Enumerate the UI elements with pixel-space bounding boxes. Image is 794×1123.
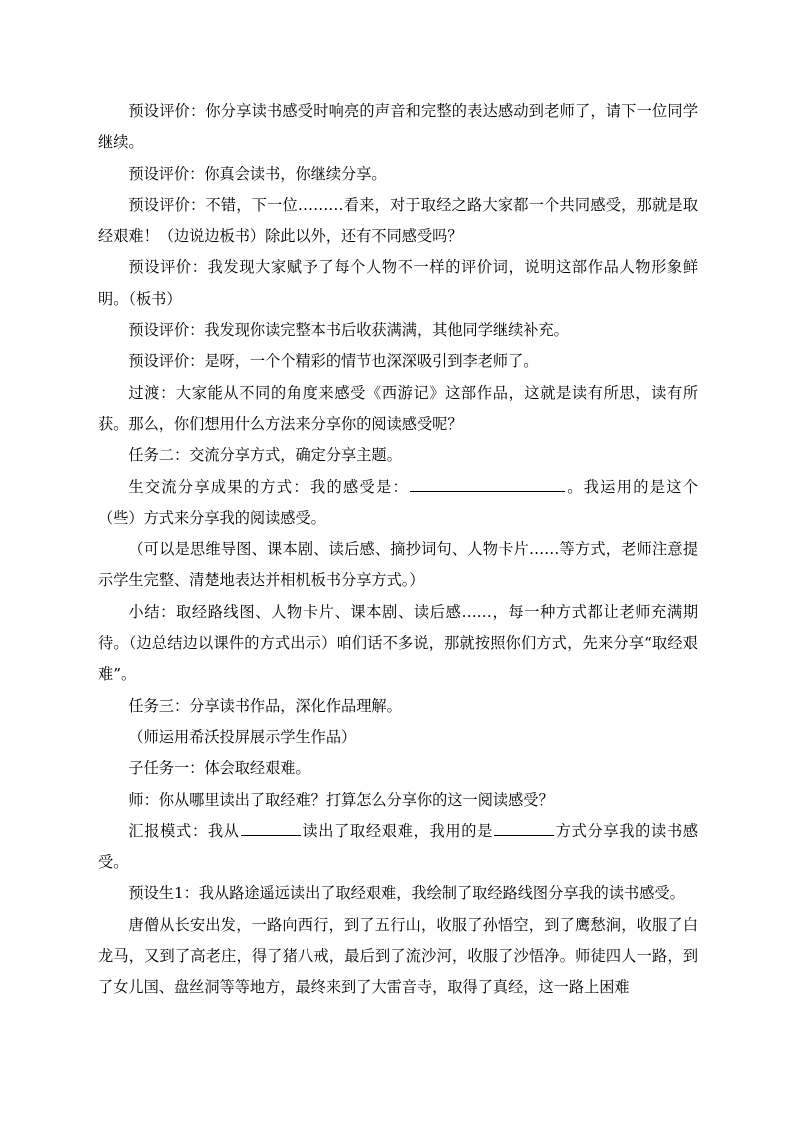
paragraph-share-method [98,472,698,535]
paragraph-evaluation-5: 预设评价：我发现你读完整本书后收获满满，其他同学继续补充。 [128,321,569,340]
report-text-part-2: 读出了取经艰难，我用的是 [301,821,494,840]
report-text-part-3: 方式分享我的读书感受。 [98,821,699,872]
paragraph-report-template [98,816,698,879]
paragraph-task-two: 任务二：交流分享方式，确定分享主题。 [128,446,402,465]
paragraph-evaluation-4: 预设评价：我发现大家赋予了每个人物不一样的评价词，说明这部作品人物形象鲜明。（板书） [98,258,698,308]
paragraph-teacher-question: 师：你从哪里读出了取经难？打算怎么分享你的这一阅读感受？ [128,790,554,809]
share-method-text-after: 。我运用的是这个（些）方式来分享我的阅读感受。 [98,477,699,527]
fill-in-blank-method [494,834,554,836]
paragraph-evaluation-6: 预设评价：是呀，一个个精彩的情节也深深吸引到李老师了。 [128,352,539,371]
share-method-text-before: 生交流分享成果的方式：我的感受是： [128,477,409,496]
paragraph-evaluation-1: 预设评价：你分享读书感受时响亮的声音和完整的表达感动到老师了，请下一位同学继续。 [98,102,698,152]
paragraph-journey-description: 唐僧从长安出发，一路向西行，到了五行山，收服了孙悟空，到了鹰愁涧，收服了白龙马，又到了高老庄，得了猪八戒，最后到了流沙河，收服了沙悟净。师徒四人一路，到了女儿国、盘丝洞等等地方，最终来到了大雷音寺，取得了真经，这一路上困难 [98,915,698,997]
paragraph-method-examples: （可以是思维导图、课本剧、读后感、摘抄词句、人物卡片……等方式，老师注意提示学生完整、清楚地表达并相机板书分享方式。） [98,540,698,590]
paragraph-subtask-one: 子任务一：体会取经艰难。 [128,759,311,778]
paragraph-evaluation-2: 预设评价：你真会读书，你继续分享。 [128,164,387,183]
paragraph-evaluation-3: 预设评价：不错，下一位………看来，对于取经之路大家都一个共同感受，那就是取经艰难！（边说边板书）除此以外，还有不同感受吗？ [98,195,698,246]
paragraph-summary: 小结：取经路线图、人物卡片、课本剧、读后感……，每一种方式都让老师充满期待。（边总结边以课件的方式出示）咱们话不多说，那就按照你们方式，先来分享“取经艰难”。 [98,602,698,684]
paragraph-student-answer-1: 预设生1：我从路途遥远读出了取经艰难，我绘制了取经路线图分享我的读书感受。 [128,884,685,903]
paragraph-transition: 过渡：大家能从不同的角度来感受《西游记》这部作品，这就是读有所思，读有所获。那么，你们想用什么方法来分享你的阅读感受呢？ [98,383,698,433]
document-body [98,96,698,1004]
report-text-part-1: 汇报模式：我从 [128,821,240,840]
fill-in-blank-feeling [410,490,565,492]
paragraph-teacher-note: （师运用希沃投屏展示学生作品） [128,727,357,746]
fill-in-blank-source [241,834,301,836]
paragraph-task-three: 任务三：分享读书作品，深化作品理解。 [128,696,402,715]
